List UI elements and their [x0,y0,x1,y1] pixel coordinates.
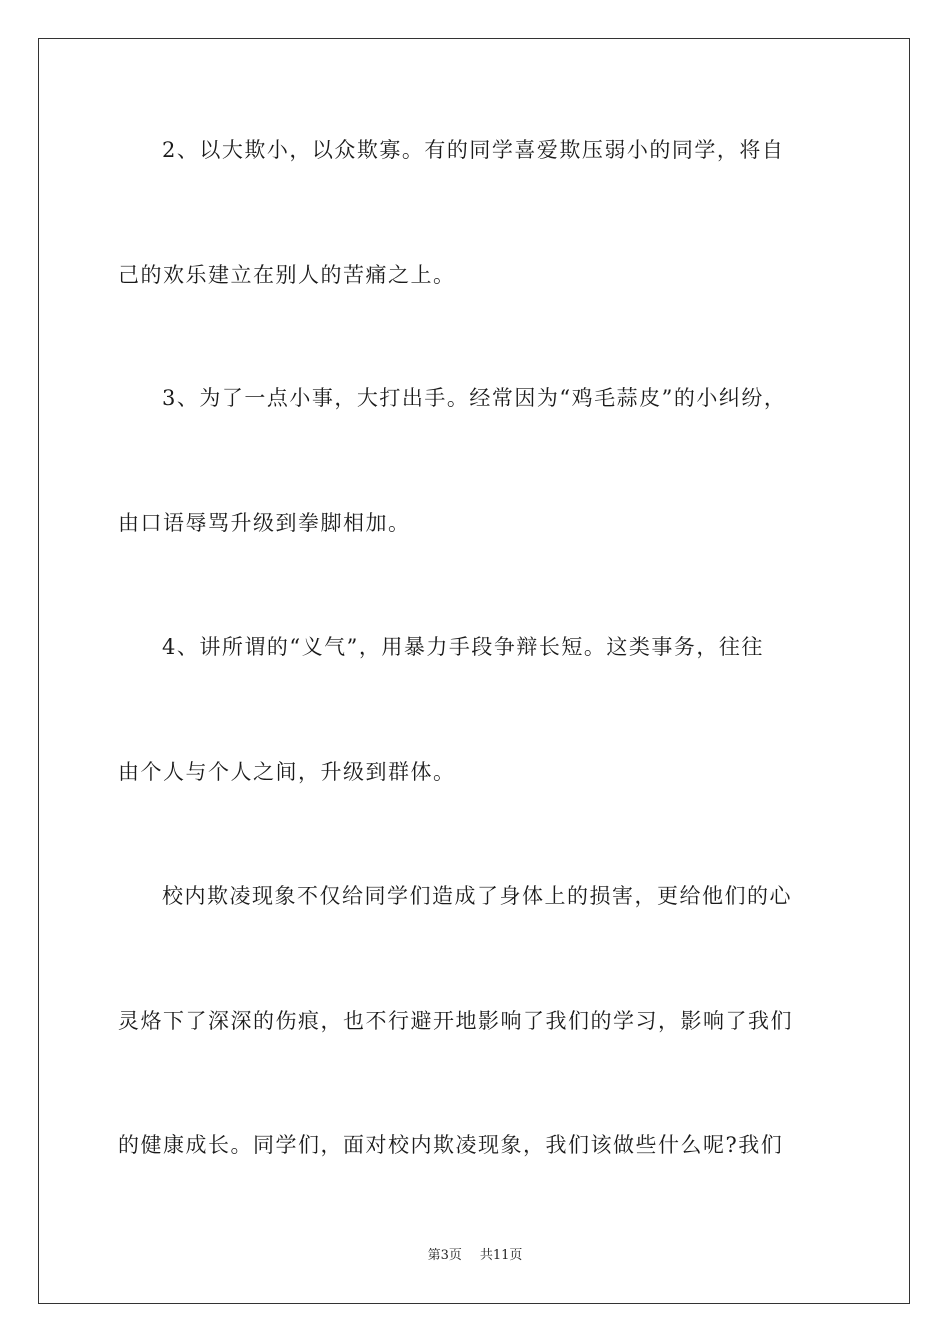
page-number: 第3页 [427,1248,462,1263]
total-pages: 共11页 [479,1248,523,1263]
paragraph-line: 2、以大欺小，以众欺寡。有的同学喜爱欺压弱小的同学，将自 [162,138,785,162]
paragraph-line: 己的欢乐建立在别人的苦痛之上。 [118,263,456,287]
page-footer [0,1246,950,1266]
paragraph-line: 4、讲所谓的“义气”，用暴力手段争辩长短。这类事务，往往 [162,635,764,659]
paragraph-line: 由口语辱骂升级到拳脚相加。 [118,511,411,535]
paragraph-line: 由个人与个人之间，升级到群体。 [118,760,456,784]
paragraph-line: 的健康成长。同学们，面对校内欺凌现象，我们该做些什么呢?我们 [118,1133,784,1157]
paragraph-line: 灵烙下了深深的伤痕，也不行避开地影响了我们的学习，影响了我们 [118,1009,793,1033]
paragraph-line: 校内欺凌现象不仅给同学们造成了身体上的损害，更给他们的心 [162,884,792,908]
paragraph-line: 3、为了一点小事，大打出手。经常因为“鸡毛蒜皮”的小纠纷， [162,386,787,410]
page-border [38,38,910,1304]
